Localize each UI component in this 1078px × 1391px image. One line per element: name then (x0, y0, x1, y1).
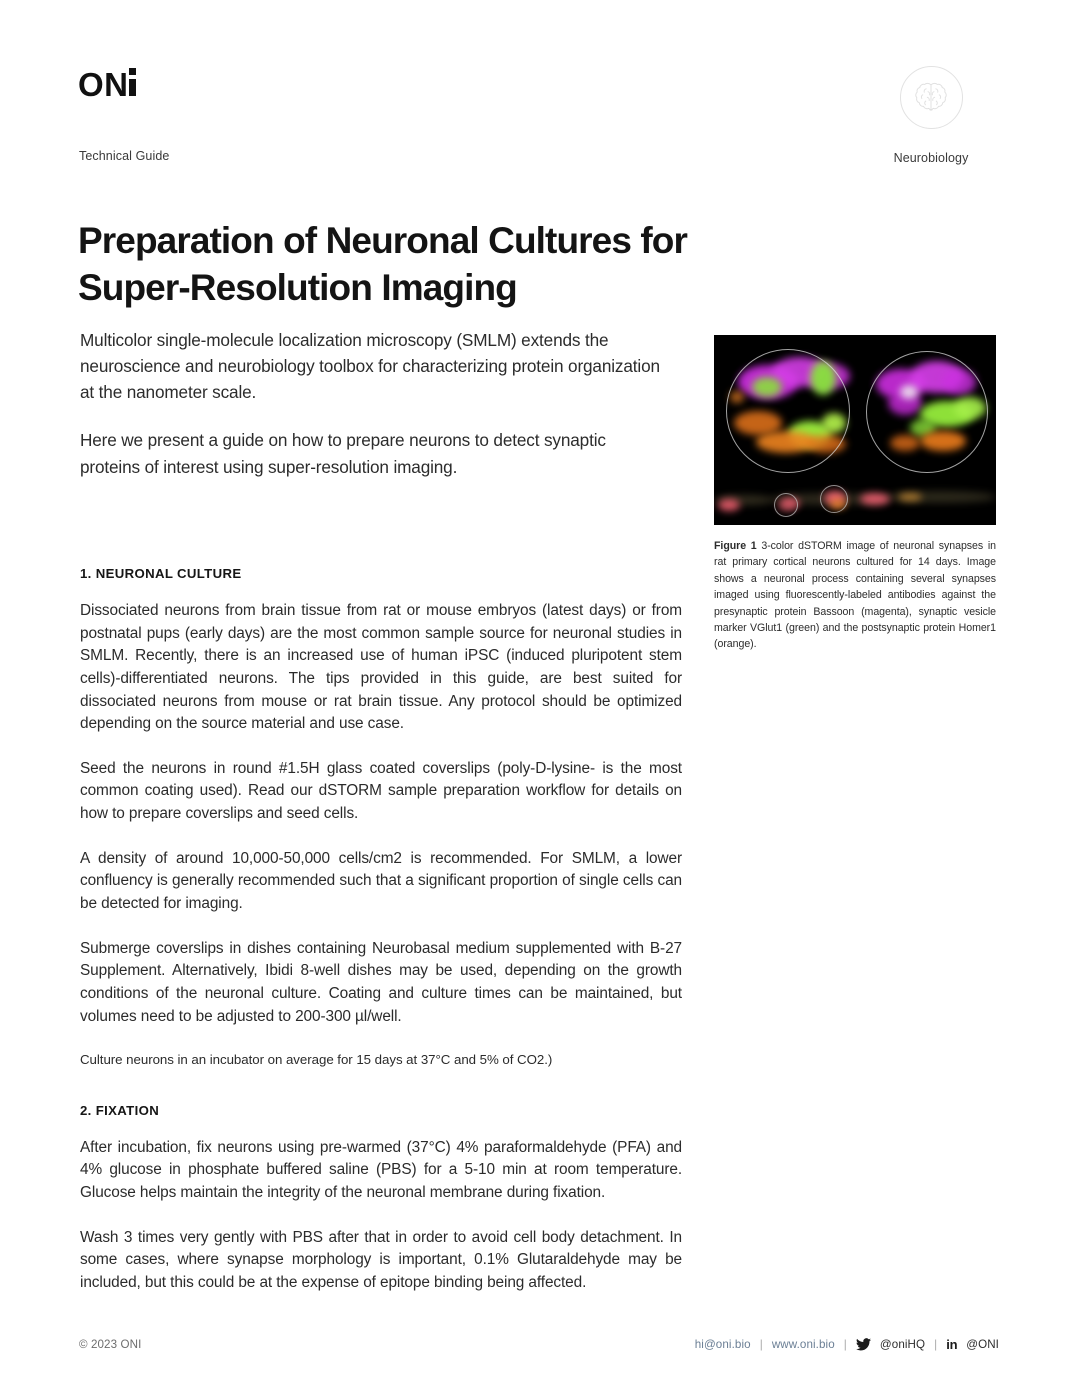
document-kicker: Technical Guide (79, 149, 170, 163)
copyright-text: © 2023 ONI (79, 1338, 142, 1351)
figure-caption-label: Figure 1 (714, 540, 757, 552)
footer-links (695, 1337, 999, 1352)
section-1-paragraph-3: A density of around 10,000-50,000 cells/cm2 is recommended. For SMLM, a lower confluency is generally recommended such that a significant proportion of single cells can be detected for imaging. (80, 849, 682, 913)
footer-separator-3: | (934, 1338, 938, 1351)
brain-icon (900, 66, 963, 129)
oni-logo: ON (78, 68, 138, 101)
figure-caption-text: 3-color dSTORM image of neuronal synapses in rat primary cortical neurons cultured for 14 days. Image shows a neuronal process containing several synapses imaged using fluorescently-labeled antibodies against the presynaptic protein Bassoon (magenta), synaptic vesicle marker VGlut1 (green) and the postsynaptic protein Homer1 (orange). (714, 540, 997, 651)
twitter-handle[interactable]: @oniHQ (879, 1338, 926, 1351)
intro-paragraph-2: Here we present a guide on how to prepare neurons to detect synaptic proteins of interest using super-resolution imaging. (80, 430, 606, 477)
article-body (80, 566, 682, 1317)
page-footer (0, 1336, 1078, 1360)
footer-separator-2: | (843, 1338, 847, 1351)
section-1-paragraph-2: Seed the neurons in round #1.5H glass coated coverslips (poly-D-lysine- is the most common coating used). Read our dSTORM sample preparation workflow for details on how to prepare coverslips and seed cells. (80, 759, 682, 823)
section-1-note: Culture neurons in an incubator on average for 15 days at 37°C and 5% of CO2.) (80, 1052, 553, 1068)
section-1-paragraph-4: Submerge coverslips in dishes containing Neurobasal medium supplemented with B-27 Supplement. Alternatively, Ibidi 8-well dishes may be used, depending on the growth conditions of the neuronal culture. Coating and culture times can be maintained, but volumes need to be adjusted to 200-300 µl/well. (80, 939, 682, 1025)
twitter-bird-icon[interactable] (856, 1338, 871, 1351)
section-1-paragraph-1: Dissociated neurons from brain tissue from rat or mouse embryos (latest days) or from postnatal pups (early days) are the most common sample source for neuronal studies in SMLM. Recently, there is an increased use of human iPSC (induced pluripotent stem cells)-differentiated neurons. The tips provided in this guide, are best suited for dissociated neurons from mouse or rat brain tissue. Any protocol should be optimized depending on the source material and use case. (80, 602, 682, 733)
footer-separator-1: | (759, 1338, 763, 1351)
intro-block (80, 327, 665, 502)
email-link[interactable]: hi@oni.bio (694, 1338, 751, 1351)
section-2-paragraph-1: After incubation, fix neurons using pre-warmed (37°C) 4% paraformaldehyde (PFA) and 4% glucose in phosphate buffered saline (PBS) for a 5-10 min at room temperature. Glucose helps maintain the integrity of the neuronal membrane during fixation. (80, 1138, 682, 1202)
figure-caption (714, 538, 996, 653)
page-title: Preparation of Neuronal Cultures for Super-Resolution Imaging (78, 219, 688, 309)
intro-paragraph-1: Multicolor single-molecule localization microscopy (SMLM) extends the neuroscience and neurobiology toolbox for characterizing protein organization at the nanometer scale. (80, 330, 660, 403)
section-2-paragraph-2: Wash 3 times very gently with PBS after that in order to avoid cell body detachment. In some cases, where synapse morphology is important, 0.1% Glutaraldehyde may be included, but this could be at the expense of epitope binding being affected. (80, 1228, 682, 1291)
category-badge (862, 66, 1000, 165)
linkedin-handle[interactable]: @ONI (966, 1338, 999, 1351)
linkedin-icon[interactable]: in (946, 1337, 958, 1352)
website-link[interactable]: www.oni.bio (771, 1338, 835, 1351)
section-heading-fixation: 2. FIXATION (80, 1102, 160, 1118)
category-label: Neurobiology (893, 151, 969, 165)
section-heading-neuronal-culture: 1. NEURONAL CULTURE (80, 566, 242, 581)
figure-1 (714, 335, 996, 653)
dstorm-micrograph (714, 335, 996, 525)
